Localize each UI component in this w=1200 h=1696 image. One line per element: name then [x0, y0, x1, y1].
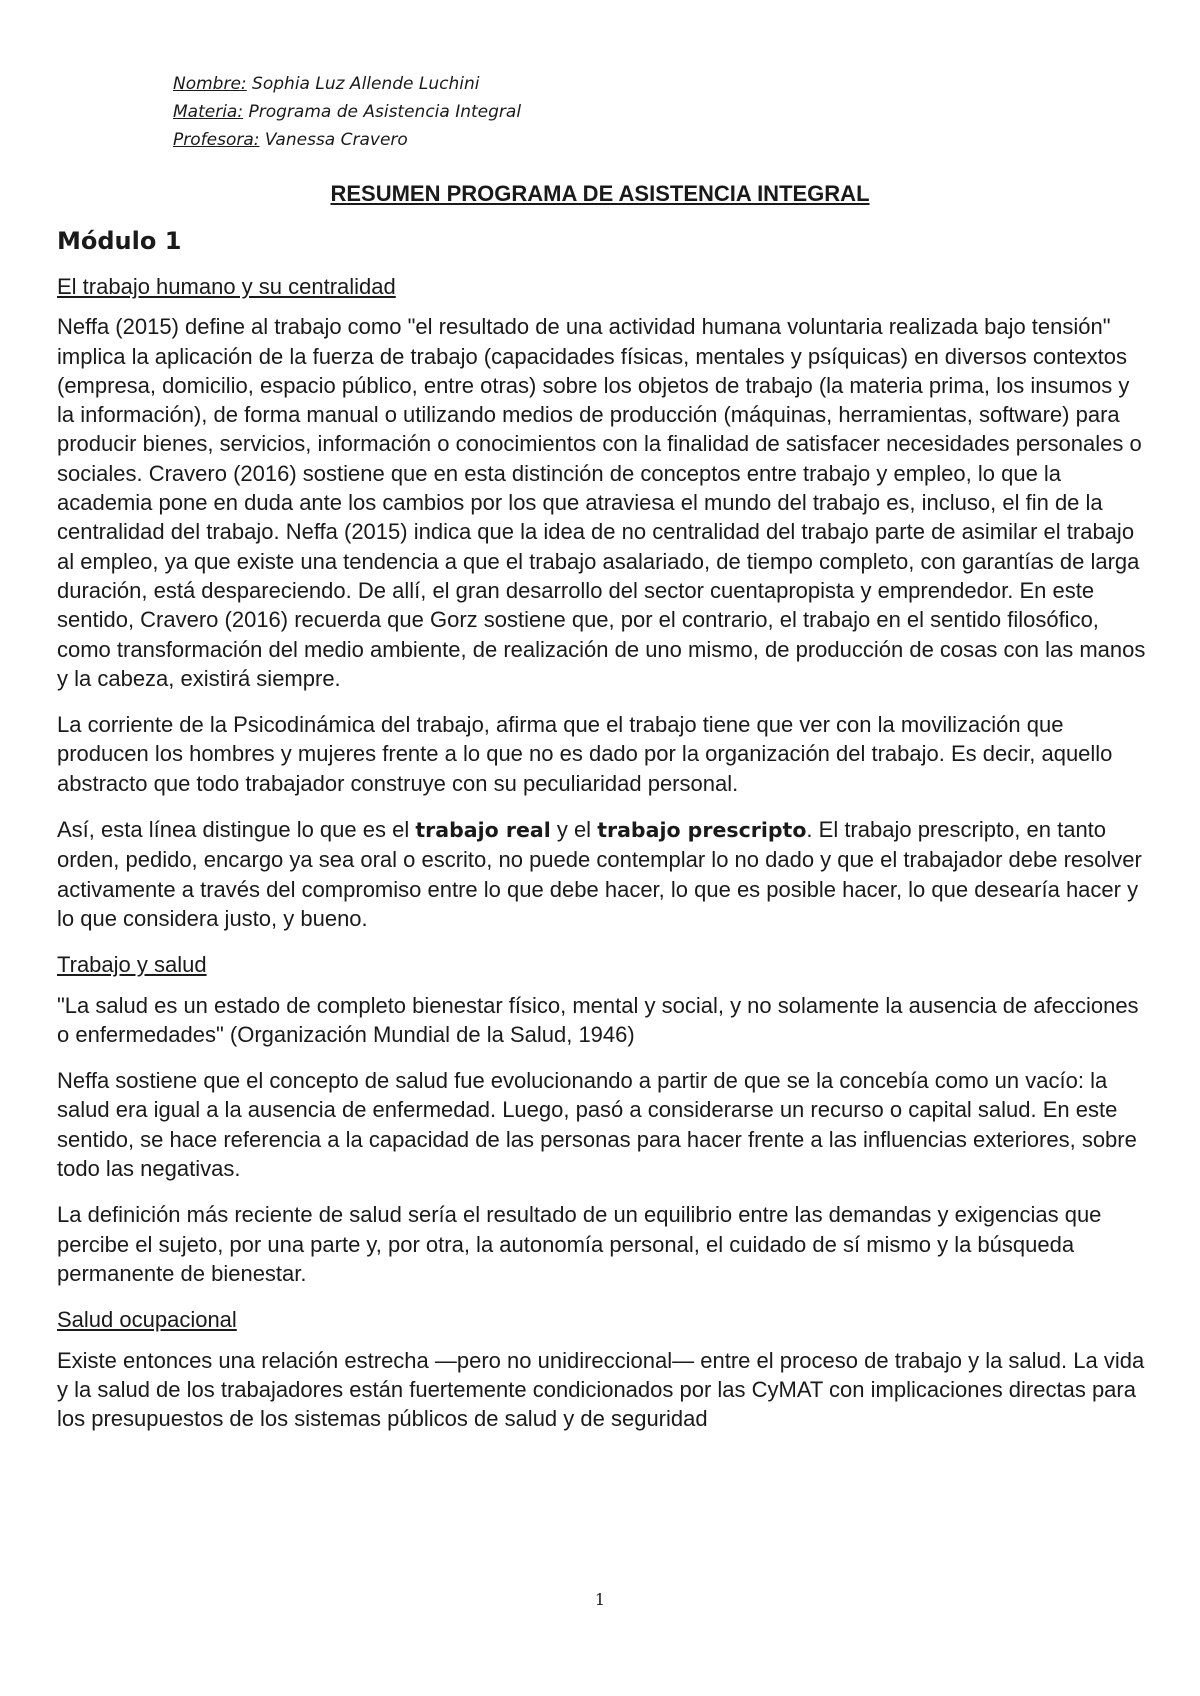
section-heading-trabajo-humano: El trabajo humano y su centralidad — [57, 274, 396, 299]
profesora-line — [173, 126, 521, 154]
nombre-label: Nombre: — [173, 74, 247, 94]
paragraph: Neffa sostiene que el concepto de salud fue evolucionando a partir de que se la concebía como un vacío: la salud era igual a la ausencia de enfermedad. Luego, pasó a considerarse un recurso o capital salud. En este sentido, se hace referencia a la capacidad de las personas para hacer frente a las influencias exteriores, sobre todo las negativas. — [57, 1068, 1137, 1182]
paragraph-quote: "La salud es un estado de completo bienestar físico, mental y social, y no solamente la ausencia de afecciones o enfermedades" (Organización Mundial de la Salud, 1946) — [57, 992, 1139, 1047]
paragraph: Neffa (2015) define al trabajo como "el resultado de una actividad humana voluntaria realizada bajo tensión" implica la aplicación de la fuerza de trabajo (capacidades físicas, mentales y psíquicas) en diversos contextos (empresa, domicilio, espacio público, entre otras) sobre los objetos de trabajo (la materia prima, los insumos y la información), de forma manual o utilizando medios de producción (máquinas, herramientas, software) para producir bienes, servicios, información o conocimientos con la finalidad de satisfacer necesidades personales o sociales. Cravero (2016) sostiene que en esta distinción de conceptos entre trabajo y empleo, lo que la academia pone en duda ante los cambios por los que atraviesa el mundo del trabajo es, incluso, el fin de la centralidad del trabajo. Neffa (2015) indica que la idea de no centralidad del trabajo parte de asimilar el trabajo al empleo, ya que existe una tendencia a que el trabajo asalariado, de tiempo completo, con garantías de larga duración, está despareciendo. De allí, el gran desarrollo del sector cuentapropista y emprendedor. En este sentido, Cravero (2016) recuerda que Gorz sostiene que, por el contrario, el trabajo en el sentido filosófico, como transformación del medio ambiente, de realización de uno mismo, de producción de cosas con las manos y la cabeza, existirá siempre. — [57, 314, 1146, 691]
section-heading-salud-ocupacional: Salud ocupacional — [57, 1307, 237, 1333]
page-number: 1 — [594, 1590, 606, 1609]
module-heading: Módulo 1 — [57, 227, 182, 255]
profesora-value: Vanessa Cravero — [259, 130, 408, 150]
text-run: . El trabajo prescripto, en tanto orden, pedido, encargo ya sea oral o escrito, no puede contemplar lo no dado y que el trabajador debe resolver activamente a través del compromiso entre lo que debe hacer, lo que es posible hacer, lo que desearía hacer y lo que considera justo, y bueno. — [57, 817, 1142, 931]
profesora-label: Profesora: — [173, 130, 260, 150]
paragraph: La definición más reciente de salud sería el resultado de un equilibrio entre las demandas y exigencias que percibe el sujeto, por una parte y, por otra, la autonomía personal, el cuidado de sí mismo y la búsqueda permanente de bienestar. — [57, 1202, 1102, 1286]
nombre-line — [173, 70, 521, 98]
text-run: y el — [550, 817, 598, 843]
document-body — [57, 224, 1147, 1450]
document-title: RESUMEN PROGRAMA DE ASISTENCIA INTEGRAL — [330, 181, 870, 206]
bold-term-trabajo-real: trabajo real — [415, 818, 551, 843]
materia-value: Programa de Asistencia Integral — [243, 102, 522, 122]
paragraph-trabajo-real — [57, 815, 1147, 933]
materia-label: Materia: — [173, 102, 244, 122]
paragraph: La corriente de la Psicodinámica del trabajo, afirma que el trabajo tiene que ver con la movilización que producen los hombres y mujeres frente a lo que no es dado por la organización del trabajo. Es decir, aquello abstracto que todo trabajador construye con su peculiaridad personal. — [57, 712, 1113, 796]
bold-term-trabajo-prescripto: trabajo prescripto — [597, 818, 807, 843]
section-heading-trabajo-salud: Trabajo y salud — [57, 952, 207, 978]
paragraph: Existe entonces una relación estrecha —pero no unidireccional— entre el proceso de trabajo y la salud. La vida y la salud de los trabajadores están fuertemente condicionados por las CyMAT con implicaciones directas para los presupuestos de los sistemas públicos de salud y de seguridad — [57, 1347, 1145, 1432]
text-run: Así, esta línea distingue lo que es el — [57, 817, 416, 843]
materia-line — [173, 98, 521, 126]
nombre-value: Sophia Luz Allende Luchini — [246, 74, 480, 94]
student-info-header — [173, 70, 521, 154]
